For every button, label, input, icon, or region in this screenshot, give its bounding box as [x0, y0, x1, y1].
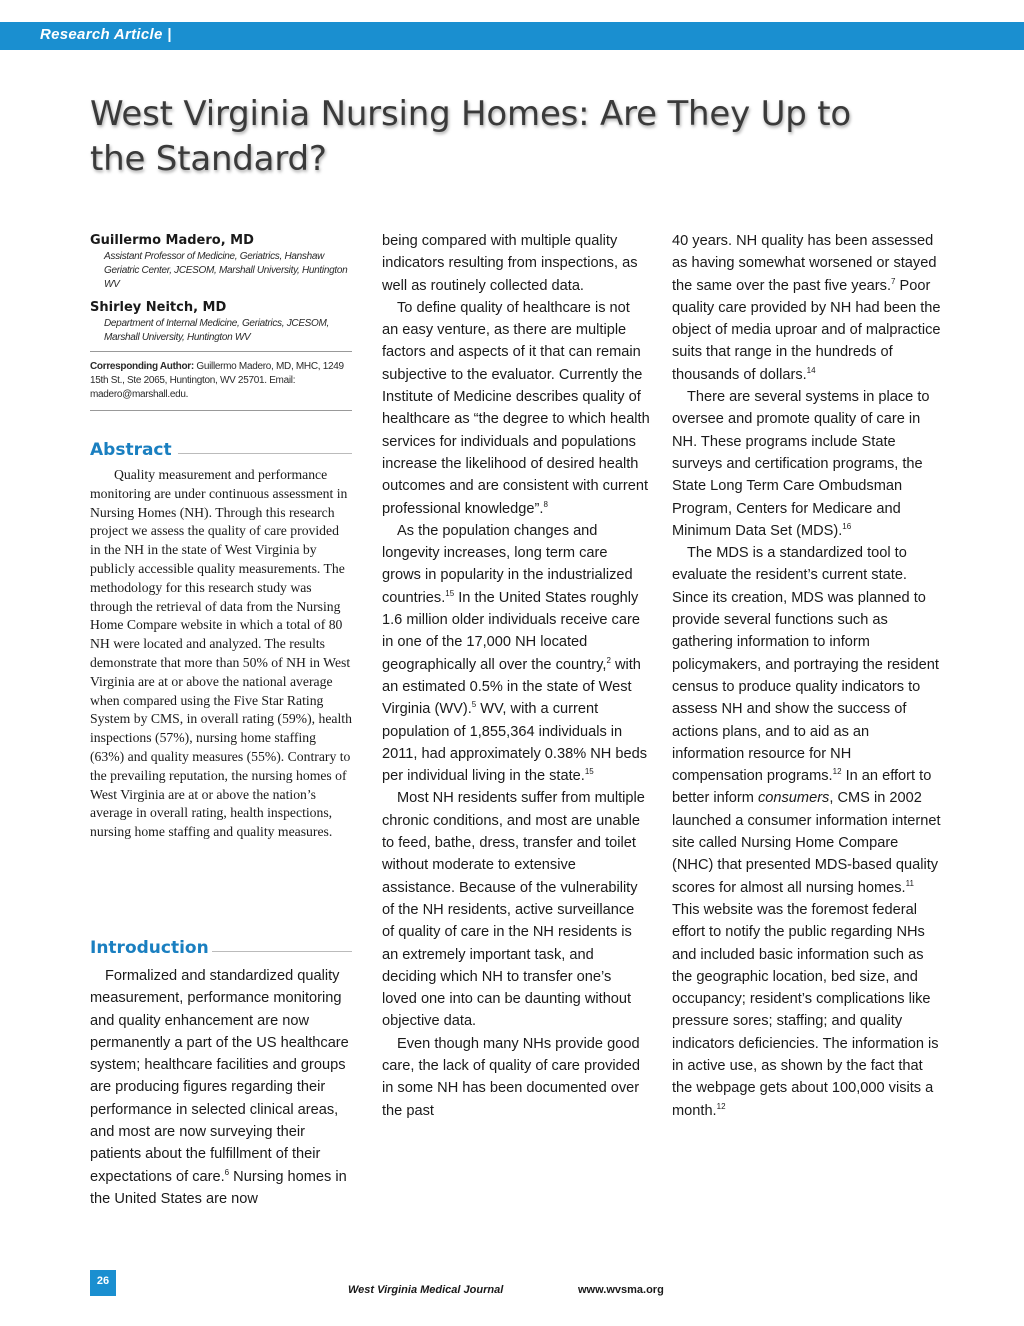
- citation-ref: 15: [584, 767, 594, 777]
- journal-website: www.wvsma.org: [578, 1284, 664, 1296]
- paragraph-text: Formalized and standardized quality measurement, performance monitoring and quality enhancement are now permanently a part of the US healthcare system; healthcare facilities and groups are producing figures regarding their performance in selected clinical areas, and most are now surveying their patients about the fulfillment of their expectations of care.: [90, 968, 349, 1185]
- author-affiliation: Department of Internal Medicine, Geriatrics, JCESOM, Marshall University, Huntington WV: [104, 318, 330, 343]
- page-number: 26: [90, 1270, 116, 1296]
- paragraph: [382, 297, 650, 520]
- citation-ref: 16: [842, 521, 852, 531]
- citation-ref: 14: [806, 365, 816, 375]
- abstract-text: Quality measurement and performance monitoring are under continuous assessment in Nursing Homes (NH). Through this research project we assess the quality of care provided in the NH in the state of West Virginia by publicly accessible quality measurements. The methodology for this research study was through the retrieval of data from the Nursing Home Compare website in which a total of 80 NH were located and analyzed. The results demonstrate that more than 50% of NH in West Virginia are at or above the national average when compared using the Five Star Rating System by CMS, in overall rating (59%), health inspections (57%), nursing home staffing (63%) and quality measures (55%). Contrary to the prevailing reputation, the nursing homes of West Virginia are at or above the nation’s average in overall rating, health inspections, nursing home staffing and quality measures.: [90, 467, 352, 840]
- paragraph: Even though many NHs provide good care, the lack of quality of care provided in some NH has been documented over the past: [382, 1035, 640, 1119]
- paragraph: being compared with multiple quality indicators resulting from inspections, as well as routinely collected data.: [382, 233, 638, 294]
- paragraph: [672, 542, 942, 1122]
- paragraph-text: This website was the foremost federal effort to notify the public regarding NHs and included basic information such as the geographic location, bed size, and occupancy; resident’s complications like pressure sores; staffing; and quality indicators deficiencies. The information is in active use, as shown by the fact that the webpage gets about 100,000 visits a month.: [672, 901, 939, 1119]
- abstract-heading: Abstract: [90, 440, 172, 460]
- paragraph-text: , CMS in 2002 launched a consumer information internet site called Nursing Home Compare (NHC) that presented MDS-based quality scores for almost all nursing homes.: [672, 790, 941, 896]
- paragraph-text: with an estimated 0.5% in the state of West Virginia (WV).: [382, 656, 641, 718]
- author-affiliation: Assistant Professor of Medicine, Geriatrics, Hanshaw Geriatric Center, JCESOM, Marshall University, Huntington WV: [104, 251, 348, 290]
- heading-rule: [178, 453, 352, 454]
- author-block: [90, 233, 352, 353]
- paragraph-text: In an effort to better inform: [672, 768, 932, 807]
- citation-ref: 12: [716, 1101, 726, 1111]
- paragraph-text: In the United States roughly 1.6 million older individuals receive care in one of the 17,000 NH located geographically all over the country,: [382, 589, 640, 673]
- divider: [90, 351, 352, 352]
- paragraph-text: The MDS is a standardized tool to evaluate the resident’s current state. Since its creation, MDS was planned to provide several functions such as gathering information to inform policymakers, and portraying the resident census to produce quality indicators to assess NH and show the success of actions plans, and to aid as an information resource for NH compensation programs.: [672, 545, 939, 785]
- paragraph: [672, 386, 942, 542]
- citation-ref: 11: [905, 878, 914, 888]
- journal-name: West Virginia Medical Journal: [348, 1284, 504, 1296]
- corresponding-text: Guillermo Madero, MD, MHC, 1249 15th St., Ste 2065, Huntington, WV 25701. Email: madero@marshall.edu.: [90, 361, 344, 400]
- introduction-body: [90, 965, 352, 1210]
- citation-ref: 8: [543, 499, 548, 509]
- corresponding-label: Corresponding Author:: [90, 361, 194, 372]
- corresponding-author: [90, 360, 352, 402]
- section-label: Research Article |: [40, 26, 172, 43]
- heading-rule: [212, 951, 352, 952]
- paragraph: [382, 520, 650, 788]
- citation-ref: 7: [891, 276, 896, 286]
- paragraph-text: As the population changes and longevity increases, long term care grows in popularity in the industrialized countries.: [382, 522, 633, 606]
- paragraph-text: To define quality of healthcare is not an easy venture, as there are multiple factors and aspects of it that can remain subjective to the evaluator. Currently the Institute of Medicine describes quality of healthcare as “the degree to which health services for individuals and populations increase the likelihood of desired health outcomes and are consistent with current professional knowledge”.: [382, 299, 650, 517]
- article-title: West Virginia Nursing Homes: Are They Up to the Standard?: [90, 94, 852, 179]
- paragraph: Most NH residents suffer from multiple chronic conditions, and most are unable to feed, bathe, dress, transfer and toilet without moderate to extensive assistance. Because of the vulnerability of the NH residents, active surveillance of quality of care in the NH residents is an extremely important task, and deciding which NH to transfer one’s loved one into can be daunting without objective data.: [382, 790, 645, 1030]
- paragraph-text: There are several systems in place to oversee and promote quality of care in NH. These programs include State surveys and certification programs, the State Long Term Care Ombudsman Program, Centers for Medicare and Minimum Data Set (MDS).: [672, 389, 930, 539]
- paragraph-text: Nursing homes in the United States are now: [90, 1168, 347, 1207]
- divider: [90, 410, 352, 411]
- paragraph: [90, 965, 352, 1210]
- citation-ref: 2: [606, 655, 611, 665]
- author-name: Guillermo Madero, MD: [90, 233, 254, 248]
- paragraph-text: WV, with a current population of 1,855,364 individuals in 2011, had approximately 0.38% NH beds per individual living in the state.: [382, 701, 648, 785]
- citation-ref: 15: [445, 588, 455, 598]
- emphasis-text: consumers: [757, 790, 830, 807]
- paragraph-text: 40 years. NH quality has been assessed as having somewhat worsened or stayed the same over the past five years.: [672, 233, 937, 294]
- citation-ref: 5: [471, 700, 477, 710]
- paragraph: [672, 230, 942, 386]
- author-name: Shirley Neitch, MD: [90, 300, 227, 315]
- introduction-heading: Introduction: [90, 938, 209, 958]
- section-banner: [0, 22, 1024, 50]
- citation-ref: 6: [224, 1167, 230, 1177]
- citation-ref: 12: [832, 767, 842, 777]
- paragraph-text: Poor quality care provided by NH had been the object of media uproar and of malpractice suits that range in the hundreds of thousands of dollars.: [672, 277, 941, 383]
- column-right: [672, 230, 942, 1122]
- column-middle: [382, 230, 650, 1122]
